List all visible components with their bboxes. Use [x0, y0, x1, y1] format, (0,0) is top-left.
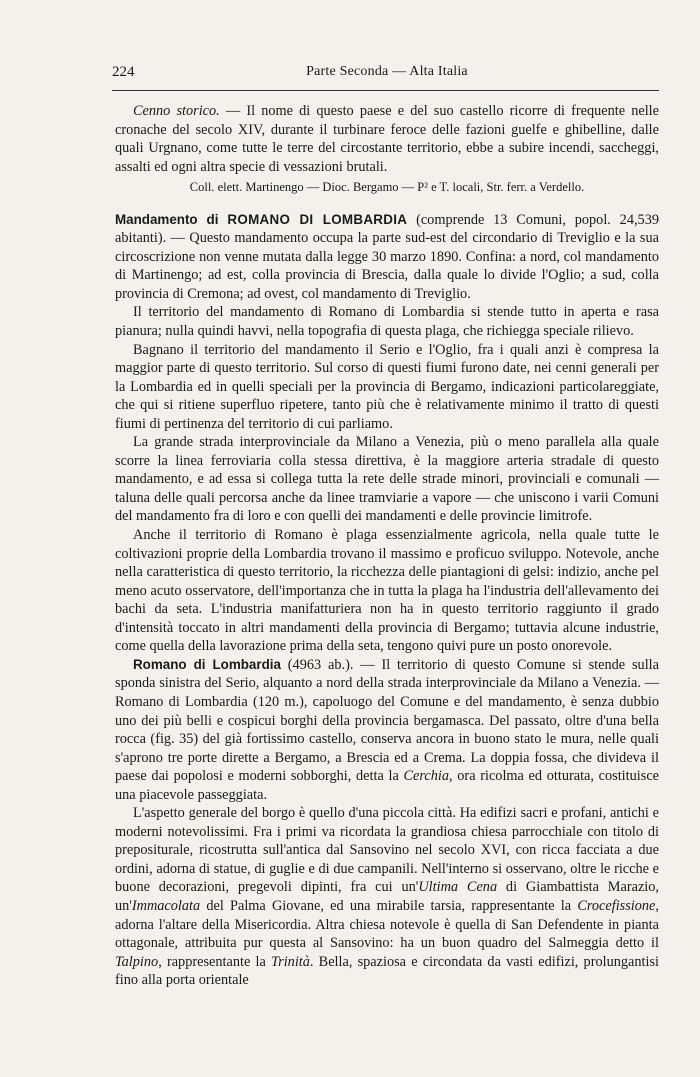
paragraph: La grande strada interprovinciale da Milano a Venezia, più o meno parallela alla quale scorre la linea ferroviaria colla stessa direttiva, è la maggiore arteria stradale di questo mandamento, e ad essa si collega tutta la rete delle strade minori, provinciali e comunali — taluna delle quali percorsa anche da linee tramviarie a vapore — che uniscono i varii Comuni del mandamento fra di loro e con quelli dei mandamenti e delle provincie limitrofe. — [115, 434, 659, 525]
header-rule — [112, 90, 659, 91]
paragraph: Anche il territorio di Romano è plaga essenzialmente agricola, nella quale tutte le coltivazioni proprie della Lombardia trovano il massimo e proficuo sviluppo. Notevole, anche nella caratteristica di questo territorio, la ricchezza delle piantagioni di gelsi: indizio, anche pel meno acuto osservatore, dell'importanza che in tutta la plaga ha l'industria dell'allevamento dei bachi da seta. L'industria manifatturiera non ha in questo territorio raggiunto il grado d'intensità toccato in altri mandamenti della provincia di Bergamo; tuttavia alcune industrie, come quella della lavorazione prima della seta, tengono quivi pure un posto onorevole. — [115, 527, 659, 655]
paragraph: Il territorio del mandamento di Romano di Lombardia si stende tutto in aperta e rasa pianura; nulla quindi havvi, nella topografia di questa plaga, che richiegga speciale rilievo. — [115, 304, 659, 340]
running-header — [112, 64, 659, 84]
mandamento-heading-paragraph: Mandamento di ROMANO DI LOMBARDIA (comprende 13 Comuni, popol. 24,539 abitanti). — Questo mandamento occupa la parte sud-est del circondario di Treviglio e la sua circoscrizione non venne mutata dalla legge 30 marzo 1890. Confina: a nord, col mandamento di Martinengo; ad est, colla provincia di Brescia, dalla quale lo divide l'Oglio; a sud, colla provincia di Cremona; ad ovest, col mandamento di Treviglio. — [115, 211, 660, 302]
romano-heading: Romano di Lombardia — [133, 656, 281, 672]
paragraph: Bagnano il territorio del mandamento il Serio e l'Oglio, fra i quali anzi è compresa la maggior parte di questo territorio. Sul corso di questi fiumi furono date, nei cenni generali per la Lombardia ed in quelli speciali per la provincia di Bergamo, indicazioni particolareggiate, che qui si ritiene superfluo ripetere, tanto più che è relativamente minimo il tratto di questi fiumi di pertinenza del territorio di cui parliamo. — [115, 341, 659, 432]
cenno-storico-label: Cenno storico. — [133, 103, 220, 119]
running-title: Parte Seconda — Alta Italia — [306, 64, 468, 79]
mandamento-title: ROMANO DI LOMBARDIA — [227, 211, 408, 227]
reference-line: Coll. elett. Martinengo — Dioc. Bergamo — P² e T. locali, Str. ferr. a Verdello. — [189, 180, 585, 195]
cenno-storico-paragraph: Cenno storico. — Il nome di questo paese e del suo castello ricorre di frequente nelle cronache del secolo XIV, durante il turbinare feroce delle fazioni guelfe e ghibelline, dalle quali Urgnano, come tutte le terre del circostante territorio, ebbe a subire incendi, saccheggi, assalti ed ogni altra specie di vessazioni brutali. — [115, 103, 659, 175]
paragraph: L'aspetto generale del borgo è quello d'una piccola città. Ha edifizi sacri e profani, antichi e moderni notevolissimi. Fra i primi va ricordata la grandiosa chiesa parrocchiale con titolo di prepositurale, ricostrutta sull'antica dal Sansovino nel secolo XVI, con ricca facciata a due ordini, adorna di statue, di guglie e di due campanili. Nell'interno si osservano, oltre le ricche e buone decorazioni, pregevoli dipinti, fra cui un'Ultima Cena di Giambattista Marazio, un'Immacolata del Palma Giovane, ed una mirabile tarsia, rappresentante la Crocefissione, adorna l'altare della Misericordia. Altra chiesa notevole è quella di San Defendente in pianta ottagonale, attribuita pur questa al Sansovino: ha un buon quadro del Salmeggia detto il Talpino, rappresentante la Trinità. Bella, spaziosa e circondata da vasti edifizi, prolungantisi fino alla porta orientale — [115, 805, 660, 989]
section-gap — [115, 197, 659, 211]
page-body — [115, 102, 659, 990]
page-number: 224 — [112, 64, 135, 80]
romano-paragraph: Romano di Lombardia (4963 ab.). — Il territorio di questo Comune si stende sulla sponda sinistra del Serio, alquanto a nord della strada interprovinciale da Milano a Venezia. — Romano di Lombardia (120 m.), capoluogo del Comune e del mandamento, è senza dubbio uno dei più belli e cospicui borghi della provincia bergamasca. Del passato, oltre d'una bella rocca (fig. 35) del già fortissimo castello, conserva ancora in buono stato le mura, nelle quali s'aprono tre porte dirette a Bergamo, a Brescia ed a Crema. La doppia fossa, che divideva il paese dai popolosi e moderni sobborghi, detta la Cerchia, ora ricolma ed otturata, costituisce una piacevole passeggiata. — [115, 656, 660, 803]
